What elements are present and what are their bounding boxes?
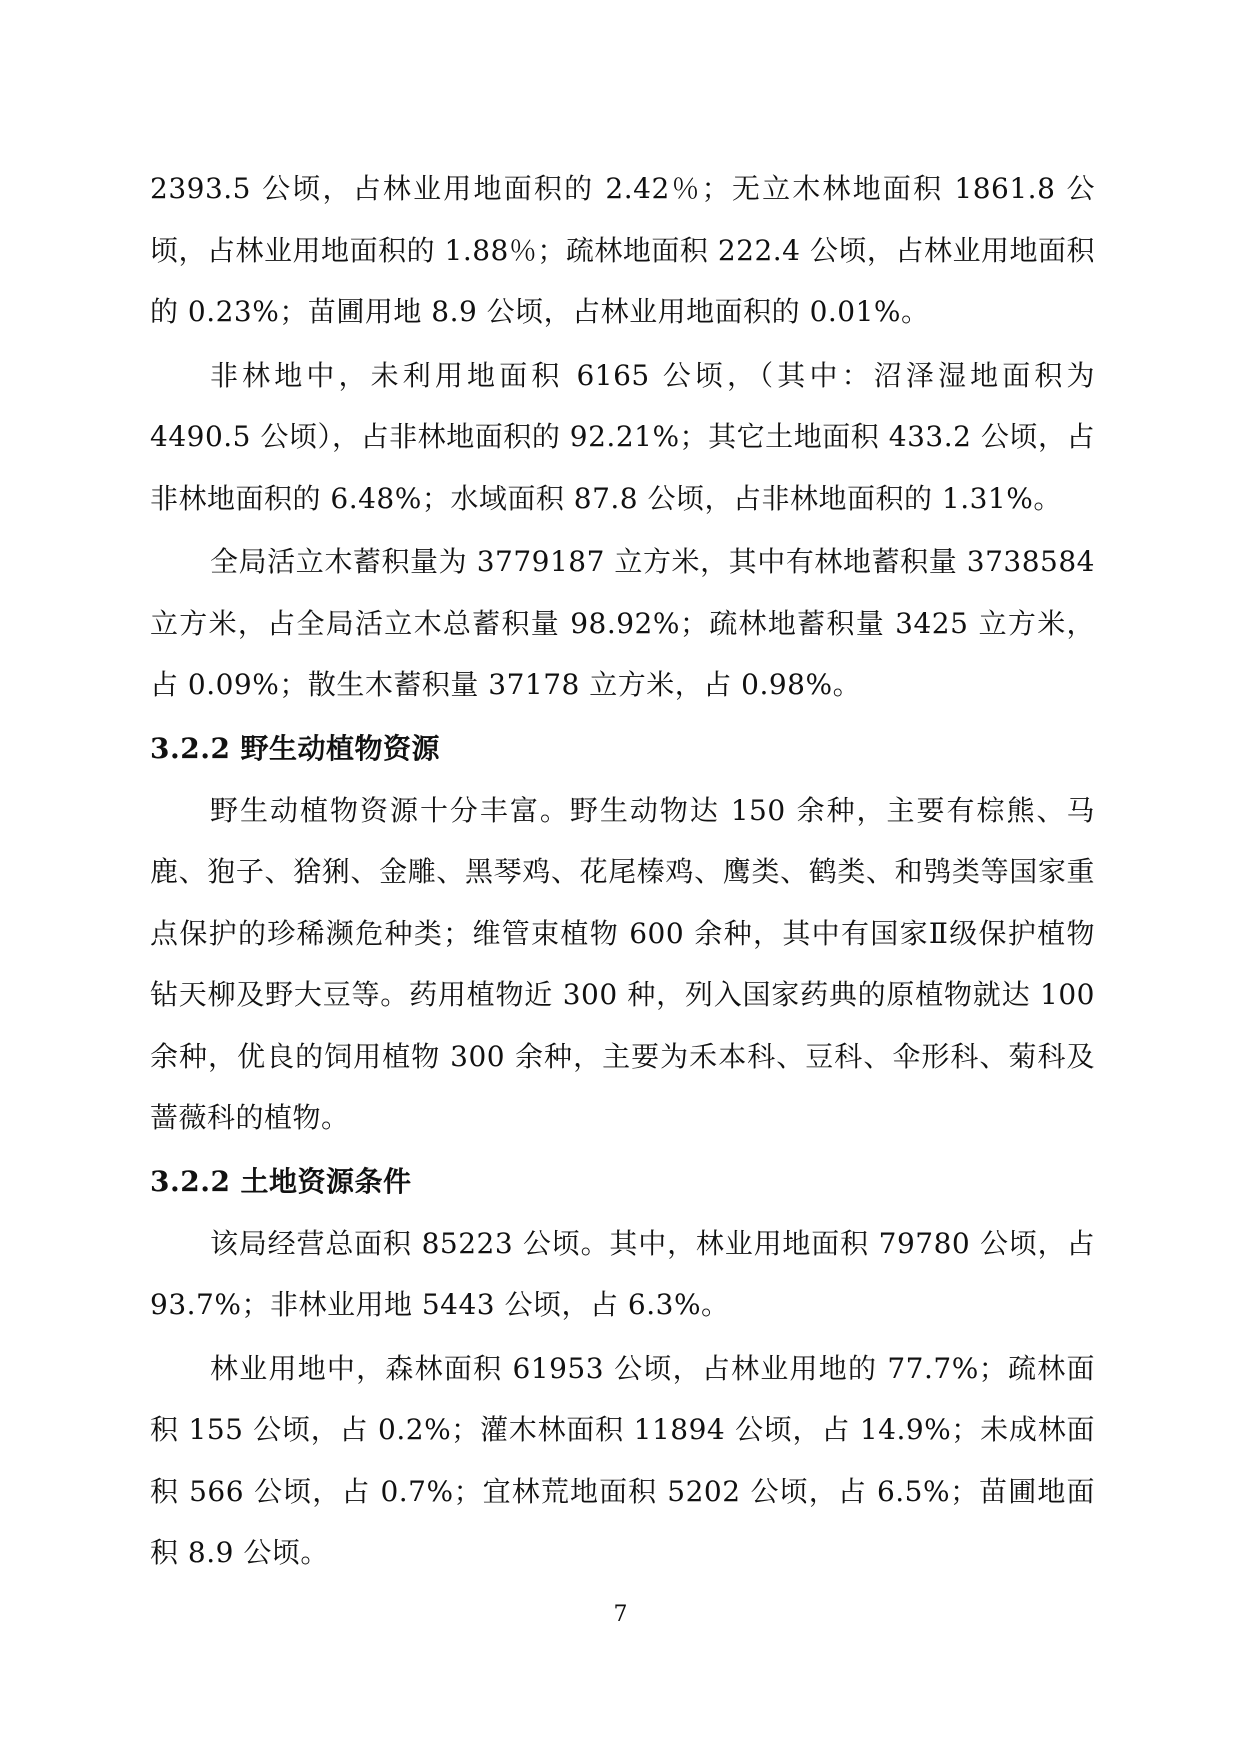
paragraph-timber-volume: 全局活立木蓄积量为 3779187 立方米，其中有林地蓄积量 3738584 立方米，占全局活立木总蓄积量 98.92%；疏林地蓄积量 3425 立方米，占 0.09%；散生木蓄积量 37178 立方米，占 0.98%。	[150, 545, 1095, 701]
paragraph-forestry-land-breakdown: 林业用地中，森林面积 61953 公顷，占林业用地的 77.7%；疏林面积 155 公顷，占 0.2%；灌木林面积 11894 公顷，占 14.9%；未成林面积 566 公顷，占 0.7%；宜林荒地面积 5202 公顷，占 6.5%；苗圃地面积 8.9 公顷。	[150, 1351, 1095, 1569]
section-title: 野生动植物资源	[240, 731, 440, 765]
paragraph-wildlife-resources: 野生动植物资源十分丰富。野生动物达 150 余种，主要有棕熊、马鹿、狍子、猞猁、金雕、黑琴鸡、花尾榛鸡、鹰类、鹤类、和鸮类等国家重点保护的珍稀濒危种类；维管束植物 600 余种，其中有国家Ⅱ级保护植物钻天柳及野大豆等。药用植物近 300 种，列入国家药典的原植物就达 100 余种，优良的饲用植物 300 余种，主要为禾本科、豆科、伞形科、菊科及蔷薇科的植物。	[150, 793, 1095, 1134]
paragraph-forest-land-breakdown: 2393.5 公顷，占林业用地面积的 2.42％；无立木林地面积 1861.8 公顷，占林业用地面积的 1.88％；疏林地面积 222.4 公顷，占林业用地面积的 0.23%；苗圃用地 8.9 公顷，占林业用地面积的 0.01%。	[150, 172, 1095, 328]
paragraph-non-forest-land: 非林地中，未利用地面积 6165 公顷，（其中：沼泽湿地面积为 4490.5 公顷），占非林地面积的 92.21%；其它土地面积 433.2 公顷，占非林地面积的 6.48%；水域面积 87.8 公顷，占非林地面积的 1.31%。	[150, 358, 1095, 515]
section-heading-wildlife	[150, 718, 1095, 780]
page-number: 7	[613, 1602, 628, 1627]
page-body	[150, 158, 1095, 1586]
section-title: 土地资源条件	[240, 1164, 412, 1198]
section-number: 3.2.2	[150, 731, 231, 765]
paragraph-total-area: 该局经营总面积 85223 公顷。其中，林业用地面积 79780 公顷，占 93.7%；非林业用地 5443 公顷，占 6.3%。	[150, 1226, 1095, 1321]
section-heading-land	[150, 1151, 1095, 1213]
section-number: 3.2.2	[150, 1164, 231, 1198]
